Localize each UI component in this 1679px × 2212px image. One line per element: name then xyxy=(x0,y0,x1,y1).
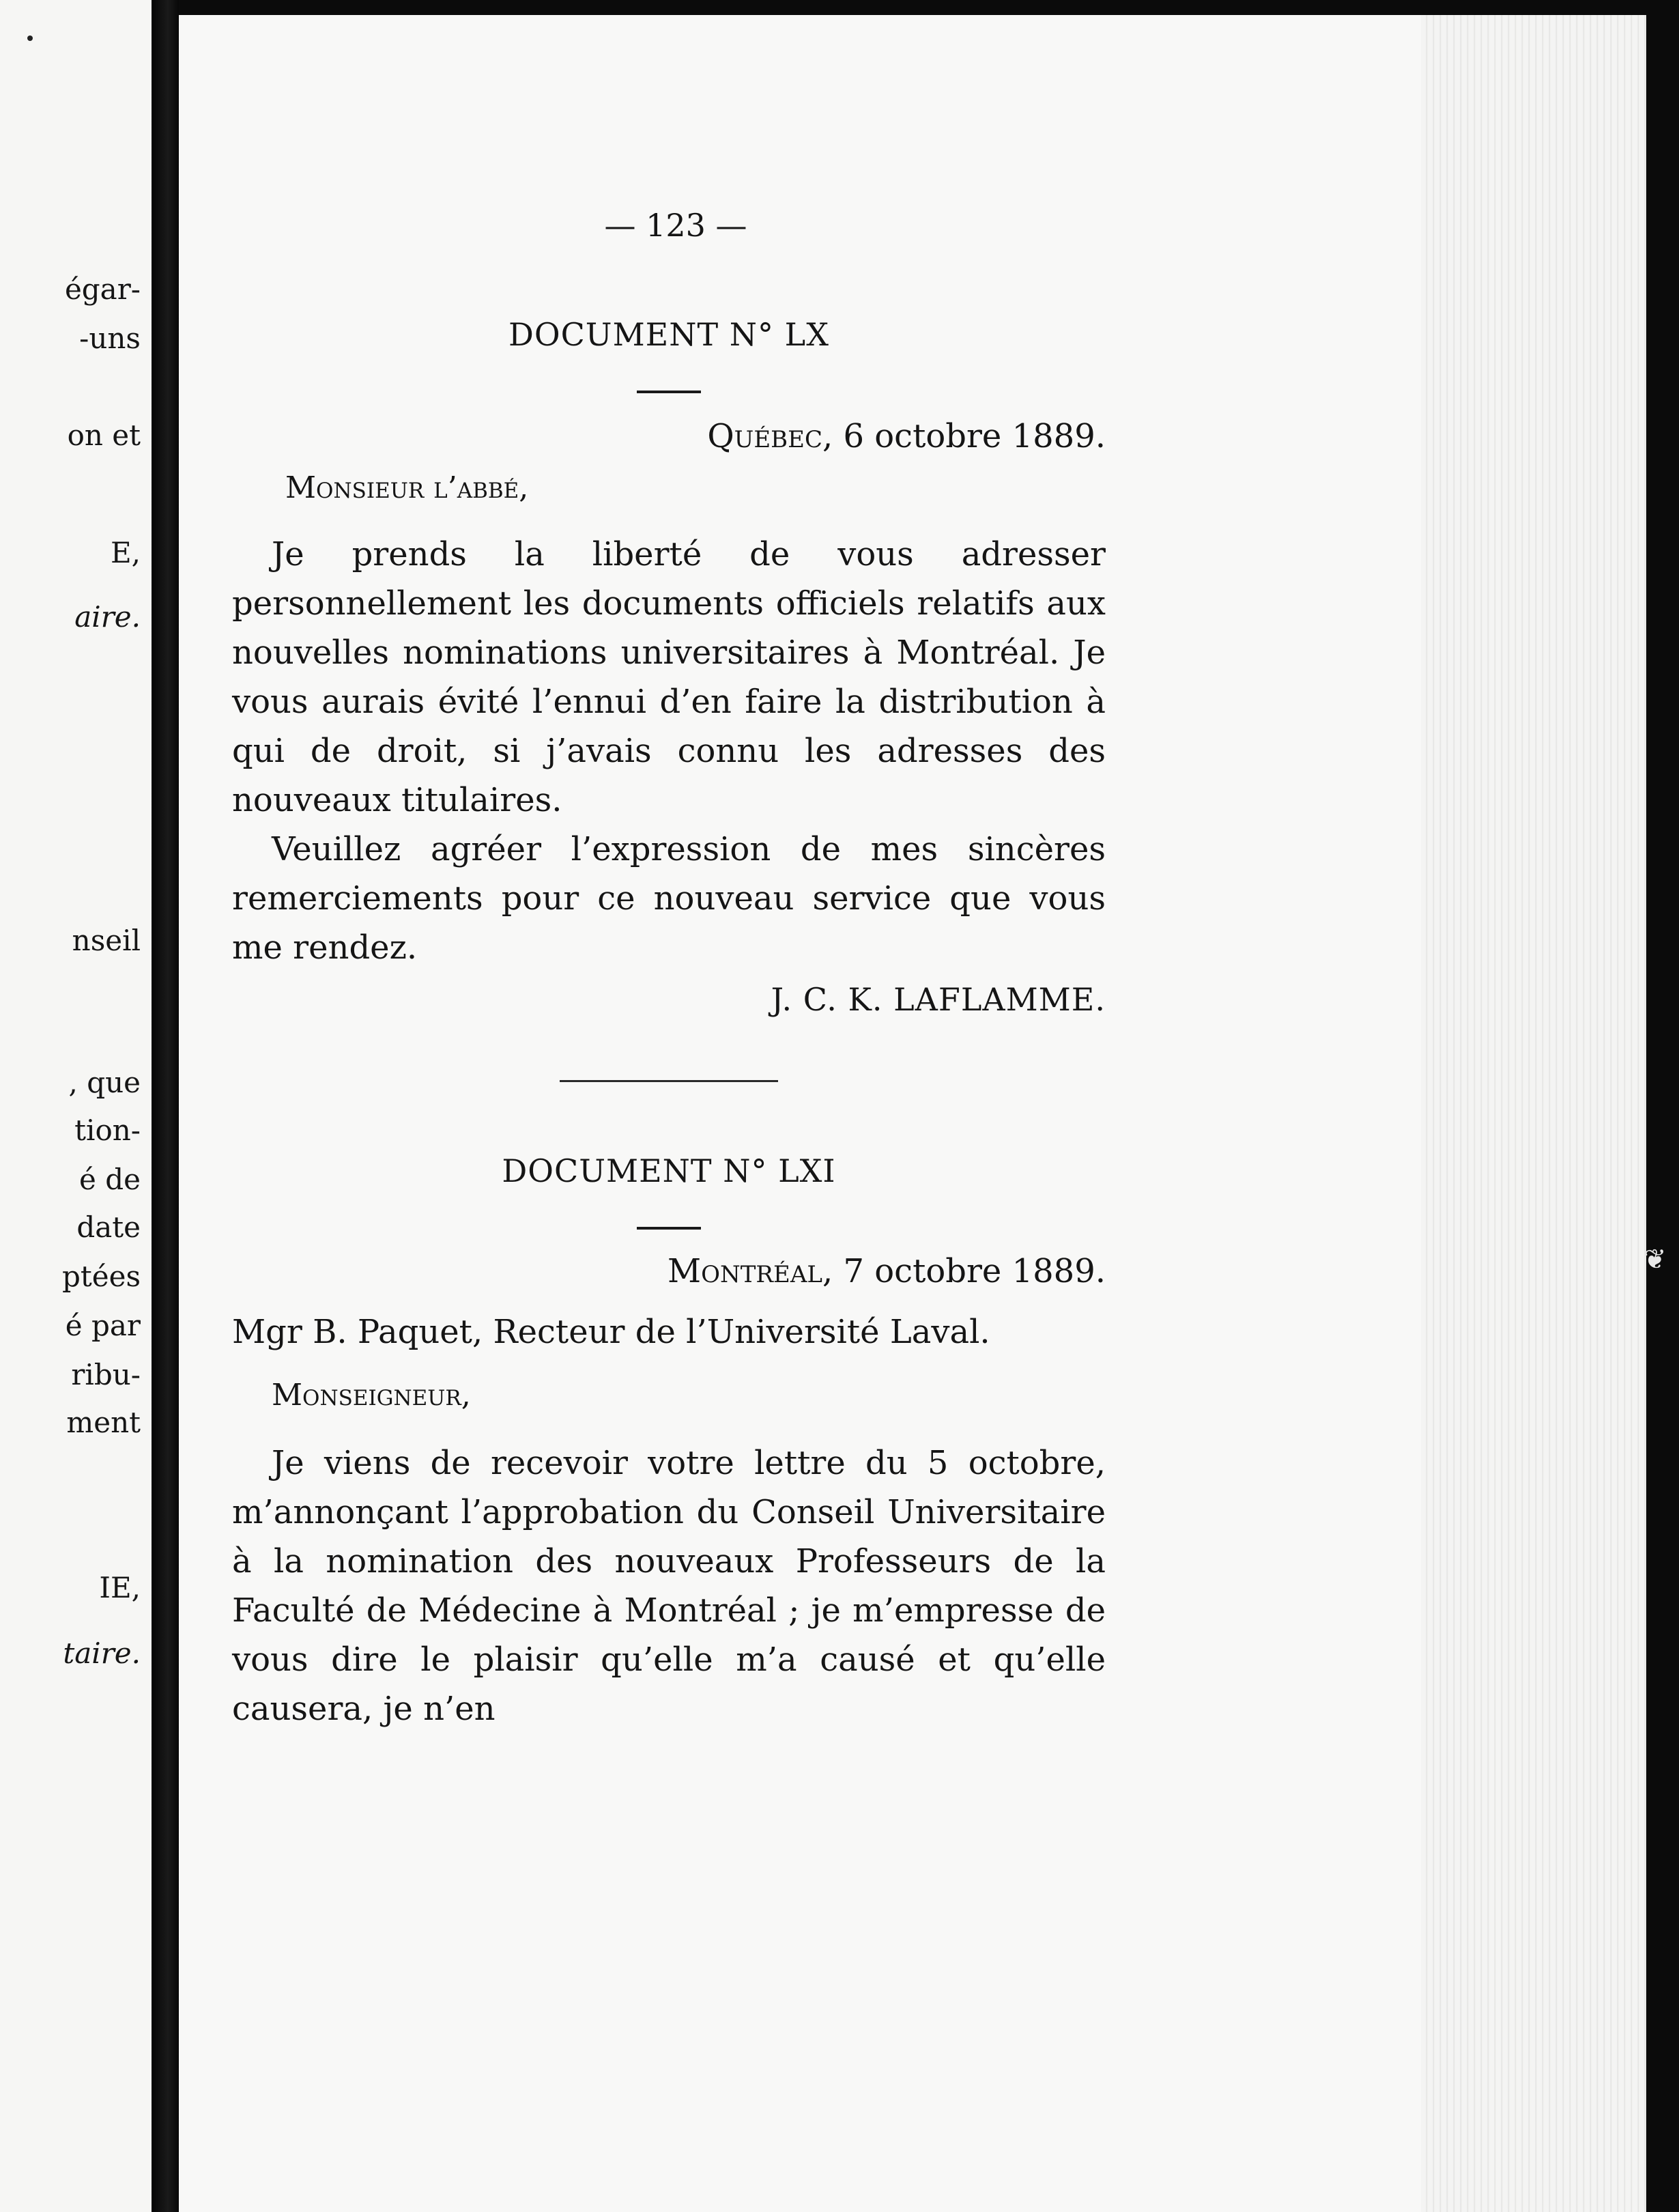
place: Montréal xyxy=(667,1252,822,1290)
paragraph: Je viens de recevoir votre lettre du 5 octobre, m’annonçant l’approbation du Conseil Universitaire à la nomination des nouveaux Professeurs de la Faculté de Médecine à Montréal ; je m’empresse de vous dire le plaisir qu’elle m’a causé et qu’elle causera, je n’en xyxy=(232,1444,1106,1728)
book-gutter xyxy=(152,0,179,2212)
left-fragment: IE, xyxy=(99,1571,141,1604)
page-edges xyxy=(1421,15,1646,2212)
left-fragment: E, xyxy=(110,536,141,569)
left-fragment: ribu- xyxy=(71,1358,141,1391)
signature: J. C. K. LAFLAMME. xyxy=(771,981,1106,1018)
addressee: Mgr B. Paquet, Recteur de l’Université Laval. xyxy=(232,1313,990,1351)
date: , 7 octobre 1889. xyxy=(822,1252,1106,1290)
page-text xyxy=(232,300,1106,1733)
left-fragment: tion- xyxy=(74,1114,141,1147)
left-fragment: é de xyxy=(79,1163,141,1196)
document-lxi xyxy=(232,1150,1106,1733)
left-fragment: taire. xyxy=(63,1636,141,1670)
title-rule xyxy=(637,1227,701,1230)
left-fragment: aire. xyxy=(74,600,141,634)
document-title: DOCUMENT N° LX xyxy=(508,316,829,353)
scan-border xyxy=(1646,0,1679,2212)
title-rule xyxy=(637,391,701,393)
left-fragment: nseil xyxy=(72,924,141,957)
left-fragment: , que xyxy=(68,1066,141,1099)
left-fragment: date xyxy=(76,1210,141,1244)
ornament-icon: ❦ xyxy=(1644,1244,1667,1275)
paragraph: Je prends la liberté de vous adresser personnellement les documents officiels relatifs aux nouvelles nominations universitaires à Montréal. Je vous aurais évité l’ennui d’en faire la distribution à qui de droit, si j’avais connu les adresses des nouveaux titulaires. xyxy=(232,535,1106,819)
section-divider xyxy=(560,1080,778,1082)
left-fragment: ptées xyxy=(61,1260,141,1293)
place-date xyxy=(232,412,1106,460)
paragraph: Veuillez agréer l’expression de mes sincères remerciements pour ce nouveau service que vous me rendez. xyxy=(232,830,1106,967)
left-fragment: ment xyxy=(66,1406,141,1439)
left-fragment: é par xyxy=(65,1309,141,1342)
salutation: Monseigneur, xyxy=(272,1378,471,1413)
left-fragment: -uns xyxy=(79,322,141,355)
place-date xyxy=(232,1247,1106,1295)
salutation: Monsieur l’abbé, xyxy=(285,470,529,505)
document-title: DOCUMENT N° LXI xyxy=(502,1152,836,1189)
left-fragment: égar- xyxy=(64,272,141,306)
left-fragment: on et xyxy=(67,419,141,452)
page-number: — 123 — xyxy=(604,207,747,244)
document-lx xyxy=(232,314,1106,1024)
place: Québec xyxy=(707,417,822,455)
date: , 6 octobre 1889. xyxy=(822,417,1106,455)
previous-page-edge xyxy=(0,0,152,2212)
ink-speck xyxy=(27,36,33,41)
